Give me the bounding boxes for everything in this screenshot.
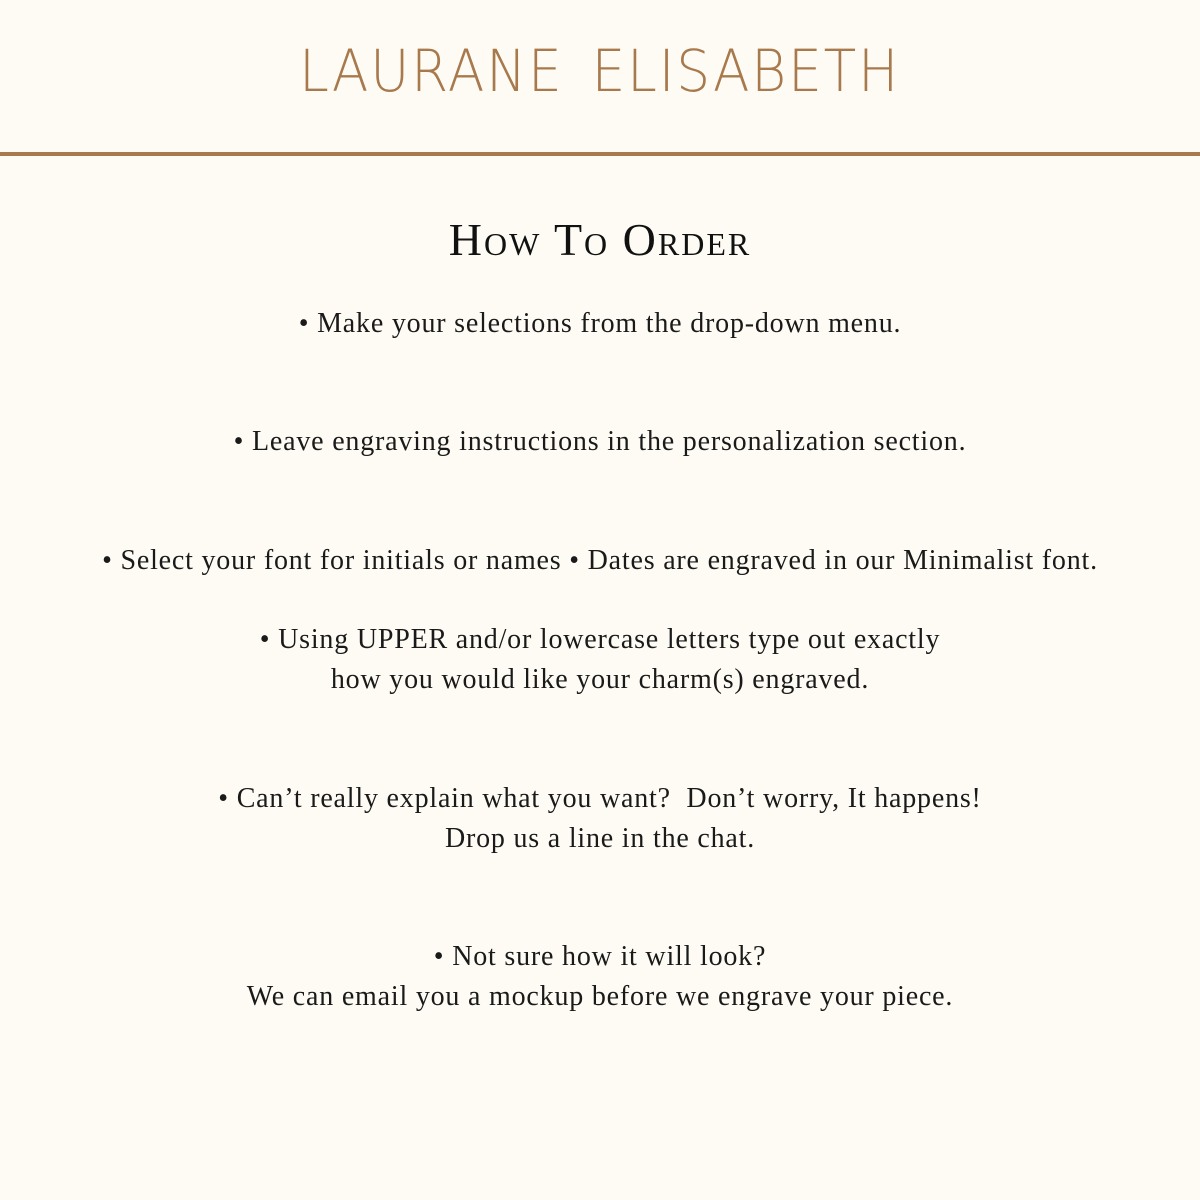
- header-divider: [0, 152, 1200, 156]
- brand-logo: [0, 36, 1200, 106]
- instruction-line: We can email you a mockup before we engrave your piece.: [246, 981, 954, 1012]
- brand-name: LAURANE ELISABETH: [299, 37, 901, 105]
- instruction-line: • Select your font for initials or names • Dates are engraved in our Minimalist font.: [102, 545, 1098, 576]
- instruction-line: • Leave engraving instructions in the personalization section.: [233, 426, 967, 457]
- instruction-item: [0, 304, 1200, 344]
- instruction-item: [0, 541, 1200, 581]
- instruction-line: Drop us a line in the chat.: [444, 823, 756, 854]
- instruction-item: [0, 937, 1200, 1017]
- page-title: How To Order: [448, 214, 752, 265]
- instruction-line: • Using UPPER and/or lowercase letters type out exactly: [259, 624, 941, 655]
- instruction-item: [0, 422, 1200, 462]
- instruction-line: • Not sure how it will look?: [433, 941, 767, 972]
- instruction-line: • Can’t really explain what you want? Don’t worry, It happens!: [218, 783, 982, 814]
- instruction-line: how you would like your charm(s) engraved.: [330, 664, 870, 695]
- instruction-item: [0, 779, 1200, 859]
- instruction-line: • Make your selections from the drop-down menu.: [298, 308, 902, 339]
- instruction-item: [0, 620, 1200, 700]
